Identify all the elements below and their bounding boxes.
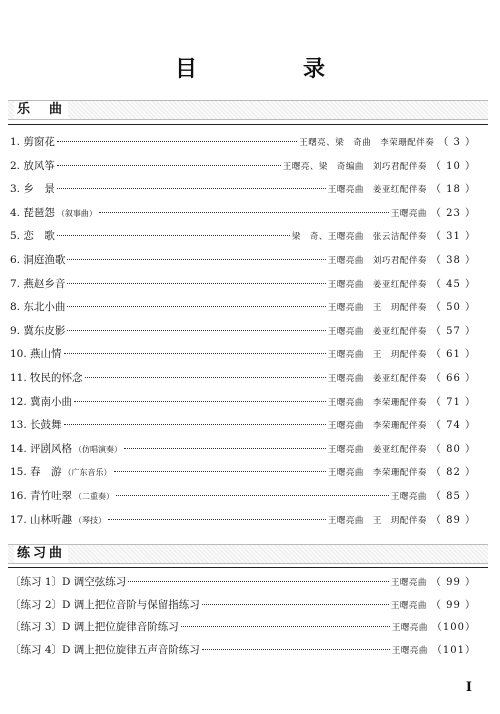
entry-title: 11. 牧民的怀念	[10, 371, 83, 384]
entry-page: （100）	[431, 622, 476, 633]
dot-leader	[202, 604, 389, 605]
toc-entry	[10, 251, 476, 275]
toc-entry	[10, 133, 476, 157]
entry-title: 16. 青竹吐翠	[10, 489, 73, 502]
toc-entry	[10, 204, 476, 228]
entry-credit: 王曙亮曲	[391, 645, 428, 656]
dot-leader	[57, 235, 290, 236]
toc-entry	[10, 298, 476, 322]
entry-credit: 王曙亮曲 姜亚红配伴奏	[327, 444, 427, 455]
entry-credit: 王曙亮曲 刘巧君配伴奏	[327, 255, 427, 266]
entry-note: （琴技）	[74, 515, 107, 525]
toc-entry	[10, 511, 476, 535]
entry-title: 17. 山林听趣	[10, 513, 73, 526]
dot-leader	[57, 141, 297, 142]
dot-leader	[181, 626, 390, 627]
toc-entry	[10, 180, 476, 204]
dot-leader	[202, 649, 390, 650]
entry-title: 3. 乡 景	[10, 183, 55, 196]
entry-credit: 王曙亮曲 王 玥配伴奏	[327, 350, 427, 361]
entry-page: （ 50 ）	[430, 302, 476, 314]
entry-page: （ 38 ）	[430, 254, 476, 266]
entry-credit: 王曙亮曲 王 玥配伴奏	[327, 303, 427, 314]
entry-page: （ 23 ）	[430, 207, 476, 219]
entry-title: 〔练习 3〕D 调上把位旋律音阶练习	[10, 621, 179, 633]
dot-leader	[67, 283, 326, 284]
page-title: 目 录	[174, 56, 367, 82]
entry-page: （ 61 ）	[430, 349, 476, 361]
section-header-pieces	[8, 100, 488, 120]
dot-leader	[124, 448, 326, 449]
entry-page: （ 80 ）	[430, 443, 476, 455]
entry-note: （叙事曲）	[56, 208, 97, 218]
entry-credit: 王曙亮曲 李荣珊配伴奏	[327, 468, 427, 479]
toc-entry	[10, 275, 476, 299]
section-heading: 练习曲	[14, 545, 68, 563]
toc-entry	[10, 618, 476, 641]
dot-leader	[128, 581, 389, 582]
dot-leader	[116, 495, 389, 496]
entry-page: （ 31 ）	[430, 231, 476, 243]
entry-page: （ 85 ）	[430, 490, 476, 502]
entry-title: 4. 琵琶怨	[10, 206, 55, 219]
divider	[8, 567, 488, 568]
toc-entry	[10, 596, 476, 619]
entry-credit: 王曙亮曲	[390, 491, 427, 502]
entry-title: 10. 燕山情	[10, 348, 62, 361]
entry-page: （ 3 ）	[438, 137, 476, 148]
entry-credit: 王曙亮曲	[390, 600, 427, 611]
toc-entry	[10, 227, 476, 251]
dot-leader	[64, 424, 326, 425]
entry-credit: 王曙亮曲 王 玥配伴奏	[327, 515, 427, 526]
entry-credit: 王曙亮曲	[390, 578, 427, 588]
toc-entry	[10, 345, 476, 369]
entry-page: （ 71 ）	[430, 396, 476, 408]
entry-note: （仿唱演奏）	[74, 444, 123, 454]
dot-leader	[67, 330, 326, 331]
entry-title: 15. 春 游	[10, 466, 62, 479]
toc-entry	[10, 322, 476, 346]
entry-page: （101）	[431, 644, 476, 656]
toc-entry	[10, 369, 476, 393]
entry-credit: 王曙亮曲	[390, 208, 427, 219]
entry-page: （ 18 ）	[430, 184, 476, 196]
entry-page: （ 10 ）	[430, 160, 476, 172]
entry-credit: 王曙亮曲 姜亚红配伴奏	[327, 326, 427, 337]
section-heading: 乐 曲	[14, 101, 68, 119]
entry-title: 9. 冀东皮影	[10, 324, 66, 337]
entry-title: 〔练习 2〕D 调上把位音阶与保留指练习	[10, 598, 200, 611]
entry-title: 〔练习 1〕D 调空弦练习	[10, 576, 127, 588]
dot-leader	[74, 401, 326, 402]
entry-credit: 王曙亮曲 李荣珊配伴奏	[327, 397, 427, 408]
entry-title: 13. 长鼓舞	[10, 419, 62, 432]
entry-credit: 王曙亮、梁 奇曲 李荣珊配伴奏	[299, 138, 435, 148]
entry-credit: 王曙亮曲 姜亚红配伴奏	[327, 185, 427, 196]
entry-title: 14. 评剧风格	[10, 442, 73, 455]
toc-entry	[10, 463, 476, 487]
entry-note: （广东音乐）	[63, 468, 112, 478]
entry-title: 5. 恋 歌	[10, 230, 55, 243]
entry-credit: 王曙亮曲 李荣珊配伴奏	[327, 421, 427, 432]
section-header-etudes	[8, 544, 488, 564]
toc-entry	[10, 440, 476, 464]
entry-credit: 王曙亮曲 姜亚红配伴奏	[327, 373, 427, 384]
dot-leader	[114, 471, 326, 472]
toc-entry	[10, 393, 476, 417]
dot-leader	[108, 519, 326, 520]
entry-title: 7. 燕赵乡音	[10, 277, 66, 290]
entry-title: 2. 放风筝	[10, 159, 55, 172]
entry-title: 1. 剪窗花	[10, 136, 55, 148]
entry-page: （ 57 ）	[430, 325, 476, 337]
toc-entry	[10, 416, 476, 440]
entry-page: （ 74 ）	[430, 420, 476, 432]
toc-list-pieces	[10, 133, 476, 534]
entry-note: （二重奏）	[74, 491, 115, 501]
entry-credit: 梁 奇、王曙亮曲 张云洁配伴奏	[291, 232, 427, 243]
entry-title: 8. 东北小曲	[10, 301, 66, 314]
dot-leader	[57, 188, 326, 189]
entry-title: 12. 冀南小曲	[10, 395, 73, 408]
entry-page: （ 99 ）	[430, 599, 476, 611]
entry-page: （ 82 ）	[430, 467, 476, 479]
toc-entry	[10, 157, 476, 181]
entry-page: （ 89 ）	[430, 514, 476, 526]
dot-leader	[64, 353, 326, 354]
page-number: I	[465, 680, 472, 695]
dot-leader	[57, 165, 281, 166]
dot-leader	[67, 306, 326, 307]
entry-page: （ 45 ）	[430, 278, 476, 290]
divider	[8, 124, 488, 125]
toc-entry	[10, 573, 476, 596]
dot-leader	[99, 212, 389, 213]
toc-list-etudes	[10, 573, 476, 663]
toc-entry	[10, 487, 476, 511]
dot-leader	[85, 377, 326, 378]
entry-credit: 王曙亮曲	[391, 623, 428, 633]
toc-entry	[10, 641, 476, 664]
entry-credit: 王曙亮、梁 奇编曲 刘巧君配伴奏	[282, 161, 427, 172]
entry-title: 6. 洞庭渔歌	[10, 253, 66, 266]
entry-page: （ 66 ）	[430, 372, 476, 384]
entry-credit: 王曙亮曲 姜亚红配伴奏	[327, 279, 427, 290]
entry-title: 〔练习 4〕D 调上把位旋律五声音阶练习	[10, 643, 200, 656]
entry-page: （ 99 ）	[430, 577, 476, 588]
dot-leader	[67, 259, 326, 260]
